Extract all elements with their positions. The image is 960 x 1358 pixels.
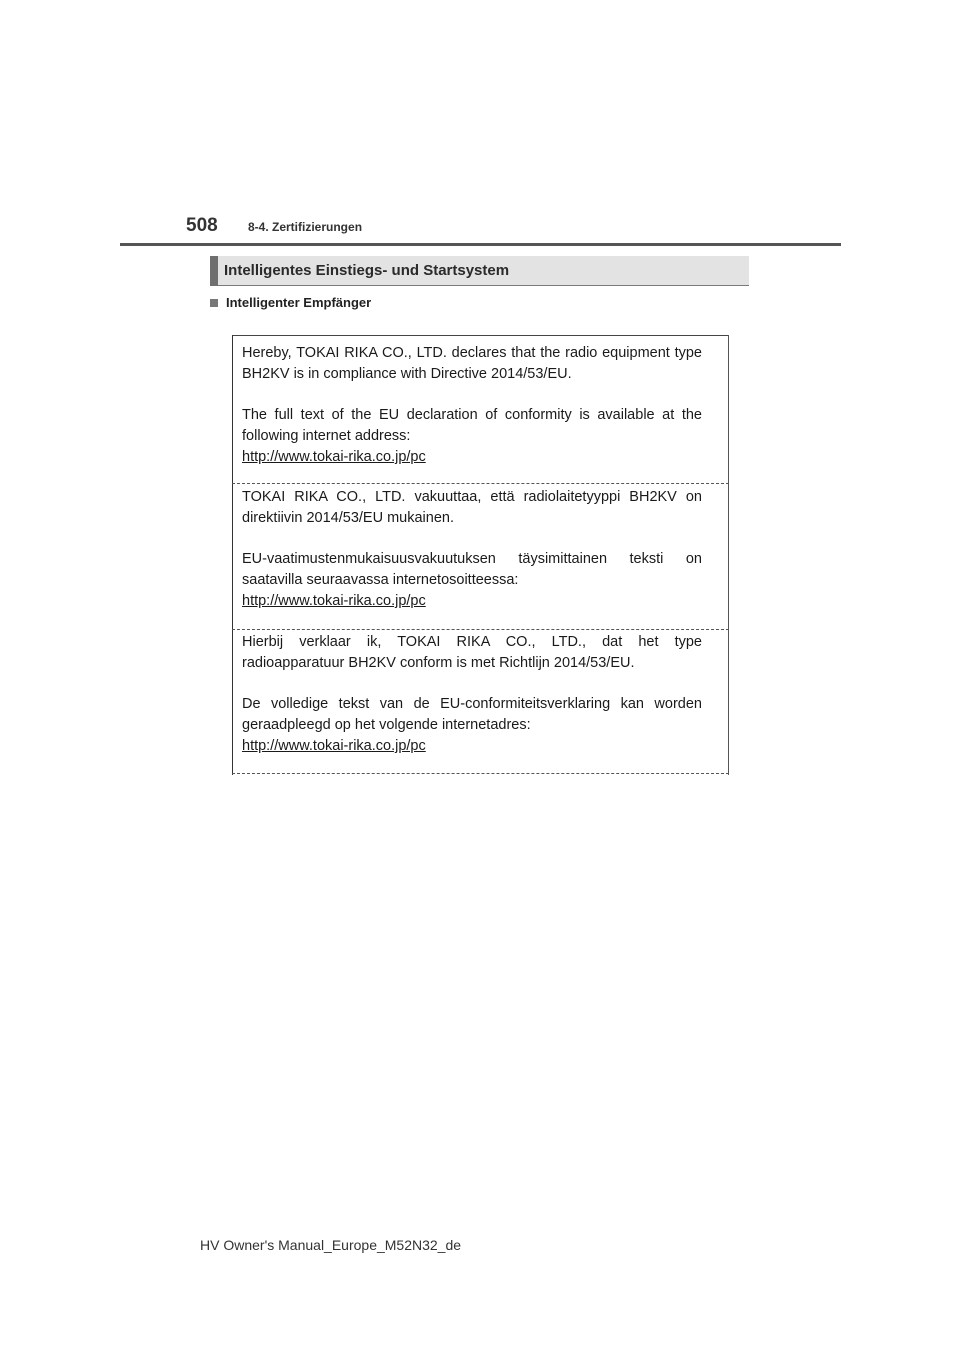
section-label: 8-4. Zertifizierungen [248,220,363,234]
page-number: 508 [186,215,218,236]
declaration-link[interactable]: http://www.tokai-rika.co.jp/pc [242,593,426,609]
separator-dashed [232,773,729,774]
separator-dashed [232,629,729,630]
title-accent [210,256,218,286]
declaration-line: BH2KV is in compliance with Directive 2014/53/EU. [242,366,572,382]
square-bullet-icon [210,299,218,307]
declaration-line: geraadpleegd op het volgende internetadres: [242,717,531,733]
declaration-line: De volledige tekst van de EU-conformiteitsverklaring kan worden [242,696,702,712]
declaration-line: saatavilla seuraavassa internetosoitteessa: [242,572,519,588]
declaration-link[interactable]: http://www.tokai-rika.co.jp/pc [242,449,426,465]
header-rule [120,243,841,246]
separator-dashed [232,483,729,484]
declaration-line: EU-vaatimustenmukaisuusvakuutuksen täysimittainen teksti on [242,551,702,567]
declaration-line: The full text of the EU declaration of conformity is available at the [242,407,702,423]
declaration-line: following internet address: [242,428,411,444]
page-title: Intelligentes Einstiegs- und Startsystem [224,262,510,279]
declaration-link[interactable]: http://www.tokai-rika.co.jp/pc [242,738,426,754]
declaration-line: Hierbij verklaar ik, TOKAI RIKA CO., LTD., dat het type [242,634,702,650]
sub-heading-text: Intelligenter Empfänger [226,295,372,310]
declaration-line: Hereby, TOKAI RIKA CO., LTD. declares that the radio equipment type [242,345,702,361]
declaration-line: TOKAI RIKA CO., LTD. vakuuttaa, että radiolaitetyyppi BH2KV on [242,489,702,505]
declaration-line: radioapparatuur BH2KV conform is met Richtlijn 2014/53/EU. [242,655,635,671]
declaration-english [232,343,729,468]
title-bar [210,256,749,286]
declaration-finnish [232,487,729,612]
declaration-dutch [232,632,729,757]
declaration-line: direktiivin 2014/53/EU mukainen. [242,510,454,526]
box-top-edge [232,335,729,336]
declaration-box [232,335,729,775]
sub-heading [210,295,371,310]
footer-text: HV Owner's Manual_Europe_M52N32_de [200,1237,462,1253]
